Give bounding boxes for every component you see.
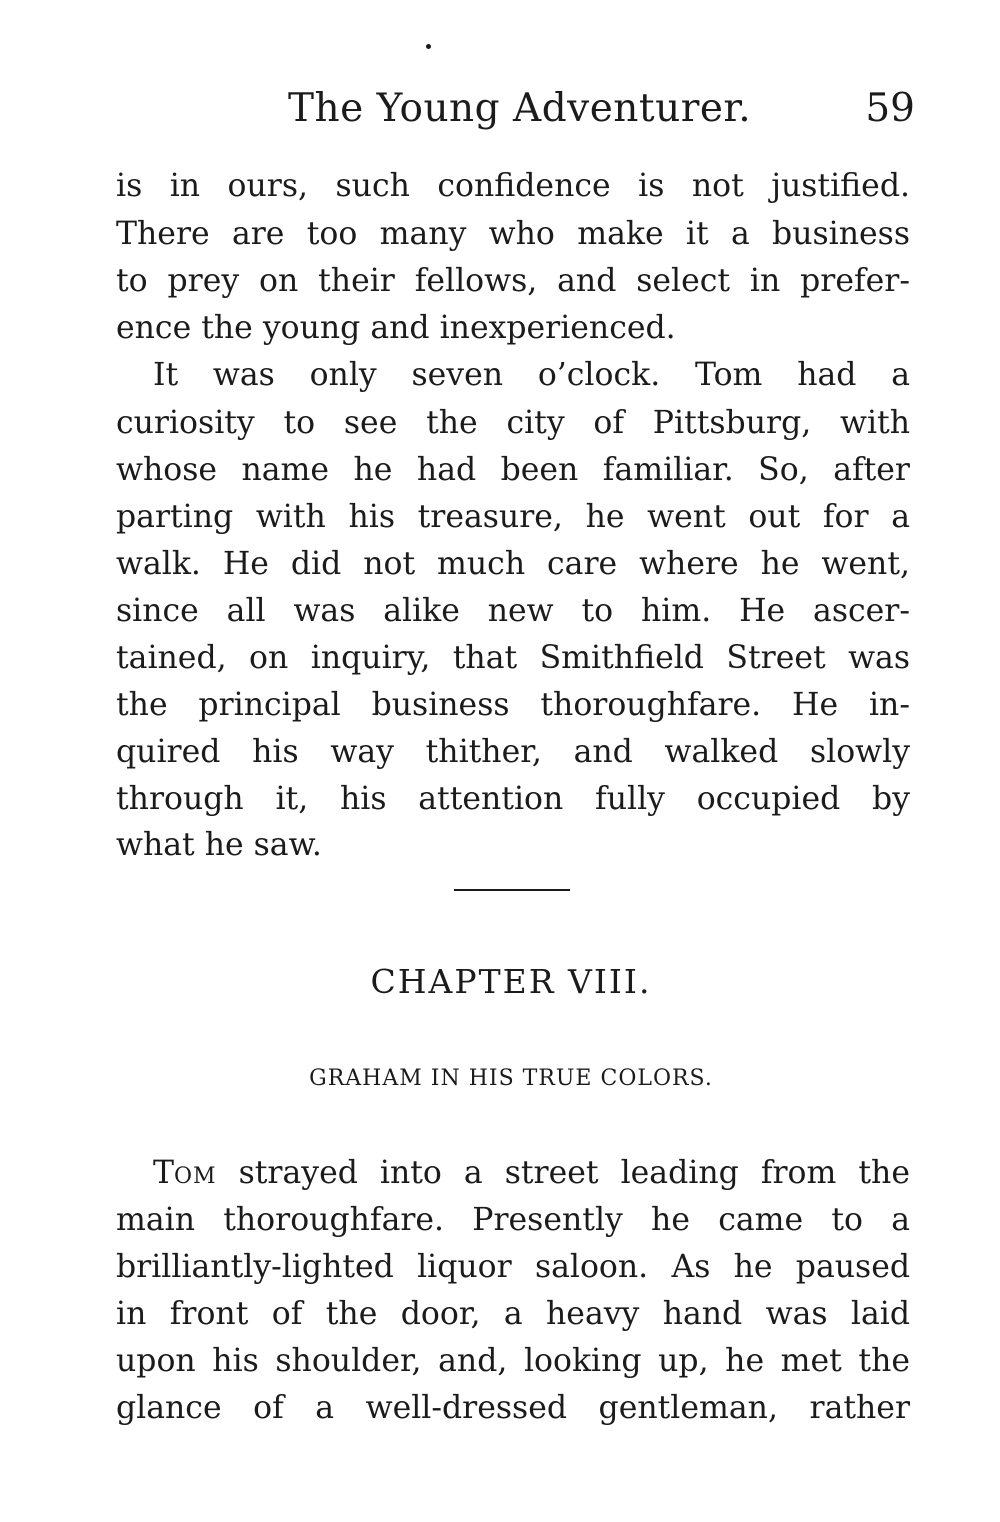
text-line: There are too many who make it a business: [116, 216, 910, 252]
running-head: [288, 86, 915, 138]
text-line: tained, on inquiry, that Smithfield Street was: [116, 640, 910, 676]
text-line: glance of a well-dressed gentleman, rather: [116, 1390, 910, 1426]
section-divider: [454, 889, 570, 891]
text-line: since all was alike new to him. He ascer-: [116, 593, 910, 629]
page-number: 59: [865, 86, 915, 131]
drop-word-capital: T: [153, 1155, 175, 1191]
text-line: main thoroughfare. Presently he came to a: [116, 1202, 910, 1238]
text-line: [153, 1150, 910, 1196]
text-line: curiosity to see the city of Pittsburg, with: [116, 405, 910, 441]
ink-speck: [426, 44, 431, 49]
first-line-text: strayed into a street leading from the: [216, 1155, 910, 1191]
text-line: brilliantly-lighted liquor saloon. As he paused: [116, 1249, 910, 1285]
drop-word-small-caps: OM: [174, 1164, 217, 1189]
text-line: to prey on their fellows, and select in prefer-: [116, 263, 910, 299]
text-line: the principal business thoroughfare. He in-: [116, 687, 910, 723]
text-line: walk. He did not much care where he went,: [116, 546, 910, 582]
text-line: whose name he had been familiar. So, after: [116, 452, 910, 488]
text-line: ence the young and inexperienced.: [116, 310, 676, 346]
text-line: quired his way thither, and walked slowly: [116, 734, 910, 770]
text-line: is in ours, such confidence is not justified.: [116, 168, 910, 204]
running-title: The Young Adventurer.: [288, 86, 752, 131]
text-line: It was only seven o’clock. Tom had a: [153, 357, 910, 393]
text-line: parting with his treasure, he went out for a: [116, 499, 910, 535]
text-line: in front of the door, a heavy hand was laid: [116, 1296, 910, 1332]
chapter-title: CHAPTER VIII.: [370, 962, 652, 1001]
text-line: what he saw.: [116, 827, 322, 863]
chapter-subtitle: GRAHAM IN HIS TRUE COLORS.: [309, 1066, 713, 1091]
text-line: upon his shoulder, and, looking up, he met the: [116, 1343, 910, 1379]
text-line: through it, his attention fully occupied by: [116, 781, 910, 817]
